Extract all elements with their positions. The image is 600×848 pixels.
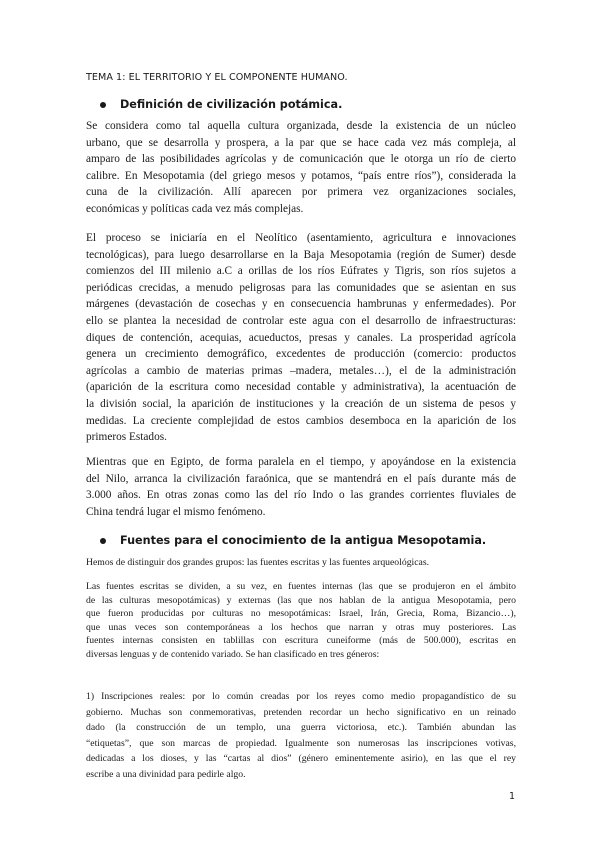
text-line: dedicadas a los dioses, y las “cartas al dios” (género eminentemente asirio), en las que el rey [86, 753, 516, 765]
bullet-icon [100, 538, 106, 544]
page-number: 1 [509, 791, 516, 802]
text-line: gobierno. Muchas son conmemorativas, pretenden recordar un hecho significativo en un reinado [86, 706, 516, 718]
paragraph-groups [86, 556, 516, 570]
text-line: márgenes (devastación de cosechas y en consecuencia hambrunas y enfermedades). Por [86, 298, 516, 311]
text-line: primeros Estados. [86, 431, 167, 444]
text-line: que fueron producidas por culturas no mesopotámicas: Israel, Irán, Grecia, Roma, Bizancio…), [86, 608, 516, 620]
section-heading-definition [100, 98, 342, 111]
section-heading-text: Definición de civilización potámica. [120, 98, 343, 111]
paragraph-definition [86, 118, 516, 218]
paragraph-egypt [86, 454, 516, 520]
text-line: tecnológicas), para luego desarrollarse en la Baja Mesopotamia (región de Sumer) desde [86, 248, 516, 261]
text-line: amparo de las posibilidades agrícolas y de comunicación que le otorga un río de cierto [86, 153, 516, 166]
text-line: cuna de la civilización. Allí aparecen por primera vez organizaciones sociales, [86, 186, 516, 199]
text-line: diques de contención, acequias, acueductos, presas y canales. La prosperidad agrícola [86, 331, 516, 344]
text-line: escribe a una divinidad para pedirle algo. [86, 768, 246, 780]
text-line: periódicas crecidas, a menudo peligrosas para las comunidades que se asientan en sus [86, 281, 516, 294]
text-line: (aparición de la escritura como necesidad contable y administrativa), la acentuación de [86, 381, 516, 394]
text-line: calibre. En Mesopotamia (del griego mesos y potamos, “país entre ríos”), considerada la [86, 169, 516, 182]
section-heading-sources [100, 534, 486, 547]
text-line: Se considera como tal aquella cultura organizada, desde la existencia de un núcleo [86, 120, 516, 132]
text-line: 1) Inscripciones reales: por lo común creadas por los reyes como medio propagandístico de su [86, 691, 516, 702]
bullet-icon [100, 102, 106, 108]
text-line: que unas veces son contemporáneas a los hechos que narran y otras muy posteriores. Las [86, 621, 516, 633]
text-line: Las fuentes escritas se dividen, a su vez, en fuentes internas (las que se produjeron en el ámbito [86, 581, 516, 592]
section-heading-text: Fuentes para el conocimiento de la antigua Mesopotamia. [120, 534, 487, 547]
paragraph-royal-inscriptions [86, 689, 516, 783]
text-line: El proceso se iniciaría en el Neolítico (asentamiento, agricultura e innovaciones [86, 232, 516, 244]
text-line: de las culturas mesopotámicas) y externas (las que nos hablan de la antigua Mesopotamia, pero [86, 594, 516, 606]
text-line: ello se plantea la necesidad de controlar este agua con el desarrollo de infraestructuras: [86, 314, 516, 327]
text-line: “etiquetas”, que son marcas de propiedad. Igualmente son numerosas las inscripciones votivas, [86, 737, 516, 749]
text-line: económicas y políticas cada vez más complejas. [86, 202, 304, 215]
paragraph-written-sources [86, 580, 516, 662]
text-line: medidas. La creciente complejidad de estos cambios desemboca en la aparición de los [86, 414, 516, 427]
text-line: Mientras que en Egipto, de forma paralela en el tiempo, y apoyándose en la existencia [86, 456, 516, 468]
text-line: 3.000 años. En otras zonas como las del río Indo o las grandes corrientes fluviales de [86, 489, 516, 502]
document-title: TEMA 1: EL TERRITORIO Y EL COMPONENTE HUMANO. [86, 72, 348, 83]
text-line: urbano, que se desarrolla y prospera, a la par que se hace cada vez más compleja, al [86, 136, 516, 149]
text-line: del Nilo, arranca la civilización faraónica, que se mantendrá en el país durante más de [86, 472, 516, 485]
text-line: agrícolas a cambio de materias primas –madera, metales…), el de la administración [86, 364, 516, 377]
text-line: diversas lenguas y de contenido variado. Se han clasificado en tres géneros: [86, 648, 380, 660]
text-line: China tendrá lugar el mismo fenómeno. [86, 505, 266, 518]
text-line: dado (la construcción de un templo, una guerra victoriosa, etc.). También abundan las [86, 722, 516, 734]
text-line: comienzos del III milenio a.C a orillas de los ríos Eúfrates y Tigris, son ríos sujetos a [86, 265, 516, 278]
text-line: genera un crecimiento demográfico, excedentes de producción (comercio: productos [86, 348, 516, 361]
text-line: Hemos de distinguir dos grandes grupos: las fuentes escritas y las fuentes arqueológicas. [86, 557, 430, 568]
text-line: la división social, la aparición de instituciones y la creación de un sistema de pesos y [86, 397, 516, 410]
text-line: fuentes internas consisten en tablillas con escritura cuneiforme (más de 500.000), escritas en [86, 635, 516, 647]
paragraph-neolithic [86, 230, 516, 446]
